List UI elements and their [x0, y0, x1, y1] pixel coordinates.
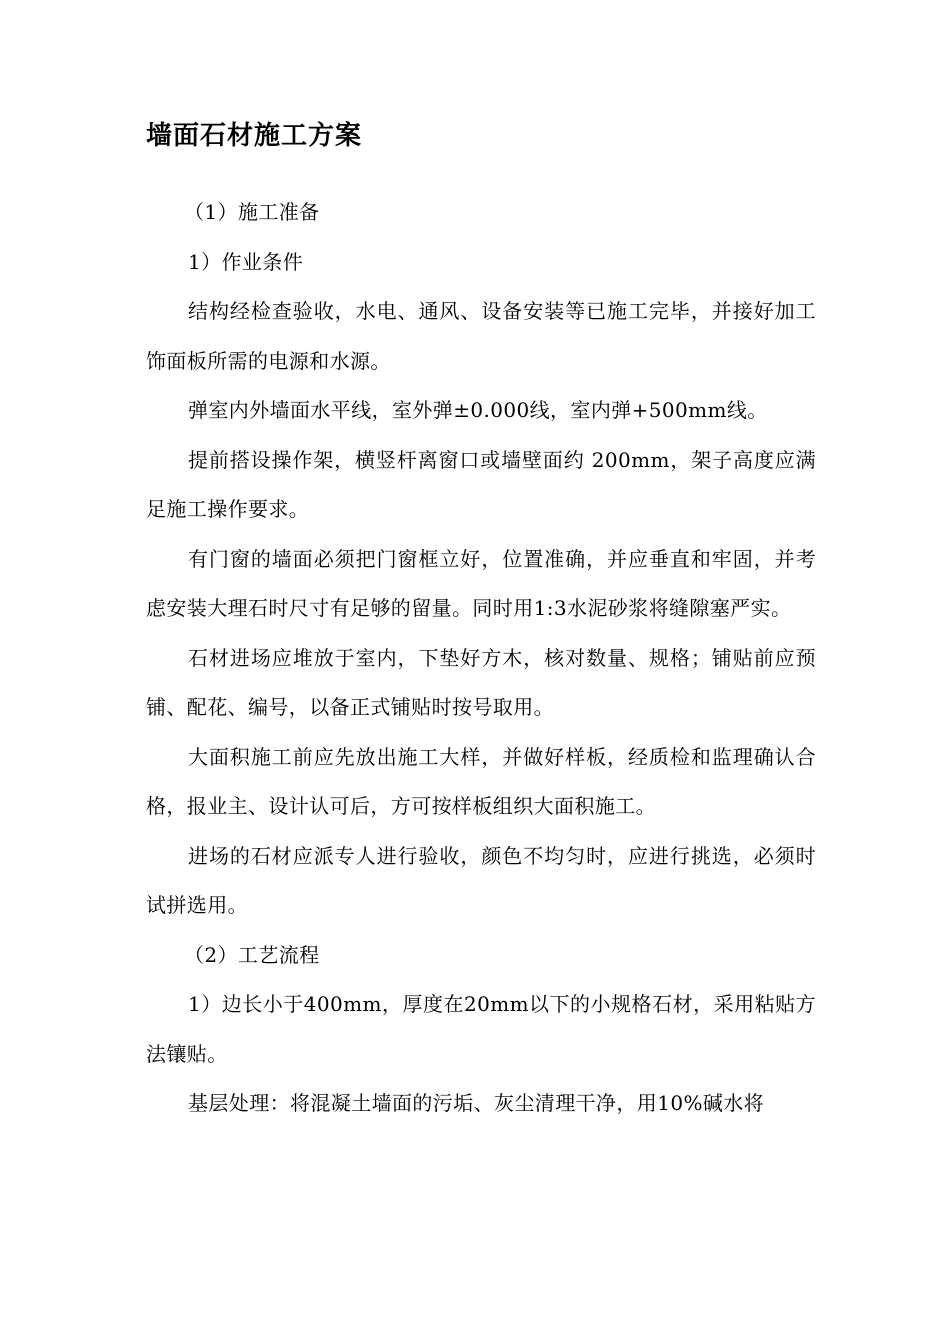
- paragraph: 有门窗的墙面必须把门窗框立好，位置准确，并应垂直和牢固，并考虑安装大理石时尺寸有足够的留量。同时用1:3水泥砂浆将缝隙塞严实。: [146, 546, 816, 620]
- paragraph: 弹室内外墙面水平线，室外弹±0.000线，室内弹+500mm线。: [188, 398, 768, 422]
- section-heading-preparation: （1）施工准备: [184, 200, 320, 224]
- subheading-work-conditions: 1）作业条件: [188, 249, 304, 274]
- document-body: [146, 188, 816, 1129]
- paragraph: 基层处理：将混凝土墙面的污垢、灰尘清理干净，用10%碱水将: [188, 1091, 765, 1115]
- paragraph: 1）边长小于400mm，厚度在20mm以下的小规格石材，采用粘贴方法镶贴。: [146, 992, 816, 1066]
- paragraph: 提前搭设操作架，横竖杆离窗口或墙壁面约 200mm，架子高度应满足施工操作要求。: [146, 447, 816, 521]
- paragraph: 结构经检查验收，水电、通风、设备安装等已施工完毕，并接好加工饰面板所需的电源和水源。: [146, 299, 816, 373]
- paragraph: 大面积施工前应先放出施工大样，并做好样板，经质检和监理确认合格，报业主、设计认可后，方可按样板组织大面积施工。: [146, 744, 816, 818]
- section-heading-process-flow: （2）工艺流程: [184, 942, 320, 967]
- document-title: 墙面石材施工方案: [146, 121, 363, 151]
- paragraph: 石材进场应堆放于室内，下垫好方木，核对数量、规格；铺贴前应预铺、配花、编号，以备正式铺贴时按号取用。: [146, 645, 816, 719]
- paragraph: 进场的石材应派专人进行验收，颜色不均匀时，应进行挑选，必须时试拼选用。: [146, 843, 816, 917]
